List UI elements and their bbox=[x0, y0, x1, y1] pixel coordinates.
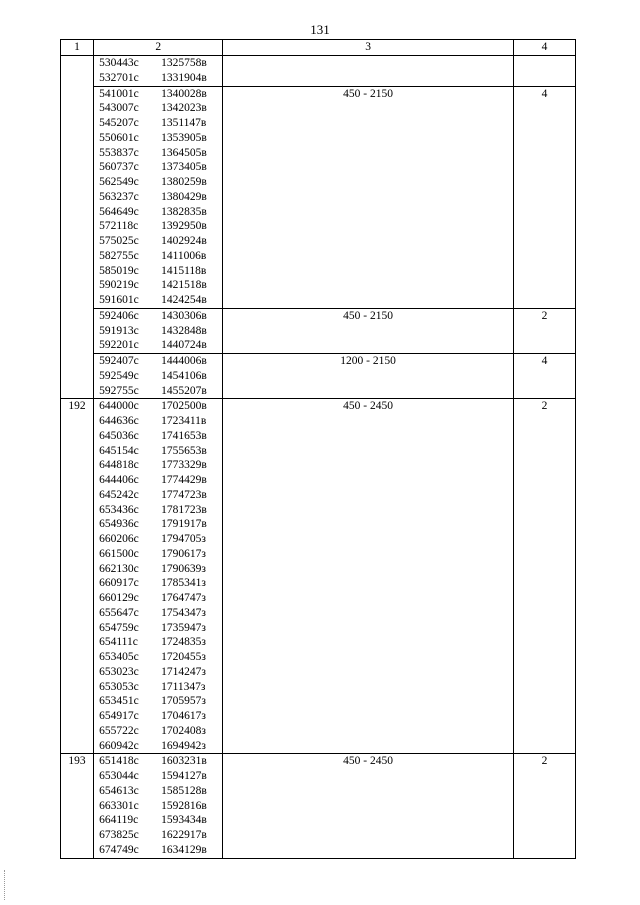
longitude-value: 1724835з bbox=[161, 636, 206, 649]
longitude-value: 1415118в bbox=[161, 264, 207, 277]
latitude-value: 592406с bbox=[99, 309, 139, 322]
latitude-value: 562549с bbox=[99, 176, 139, 188]
latitude-value: 654111с bbox=[99, 636, 138, 649]
latitude-value: 543007с bbox=[99, 102, 139, 115]
latitude-value: 664119с bbox=[99, 814, 139, 827]
longitude-value: 1430306в bbox=[161, 309, 207, 322]
longitude-value: 1392950в bbox=[161, 220, 207, 233]
coordinate-pair bbox=[99, 591, 222, 606]
longitude-value: 1594127в bbox=[161, 770, 207, 782]
object-number bbox=[61, 56, 94, 399]
latitude-value: 590219с bbox=[99, 279, 139, 292]
longitude-value: 1592816в bbox=[161, 799, 207, 812]
latitude-value: 654936с bbox=[99, 518, 139, 531]
table-row bbox=[61, 56, 576, 87]
coordinate-pair bbox=[99, 503, 222, 518]
coordinate-pair bbox=[99, 234, 222, 249]
coordinate-pair bbox=[99, 309, 222, 324]
depth-range: 450 - 2150 bbox=[223, 86, 514, 308]
coordinate-pair bbox=[99, 784, 222, 799]
longitude-value: 1735947з bbox=[161, 621, 206, 634]
longitude-value: 1790639з bbox=[161, 562, 206, 575]
longitude-value: 1791917в bbox=[161, 518, 207, 531]
coordinate-pair bbox=[99, 71, 222, 86]
latitude-value: 654917с bbox=[99, 710, 139, 722]
latitude-value: 553837с bbox=[99, 146, 139, 159]
depth-range: 450 - 2150 bbox=[223, 308, 514, 353]
latitude-value: 575025с bbox=[99, 235, 139, 247]
header-col-1: 1 bbox=[61, 40, 94, 56]
latitude-value: 563237с bbox=[99, 190, 139, 203]
table-body bbox=[61, 56, 576, 859]
coordinate-pair bbox=[99, 324, 222, 339]
longitude-value: 1634129в bbox=[161, 843, 207, 856]
count-value: 4 bbox=[513, 86, 575, 308]
longitude-value: 1603231в bbox=[161, 755, 207, 768]
latitude-value: 644818с bbox=[99, 459, 139, 472]
longitude-value: 1424254в bbox=[161, 294, 207, 306]
coordinate-pair bbox=[99, 190, 222, 205]
page-number: 131 bbox=[310, 22, 330, 37]
count-value: 2 bbox=[513, 399, 575, 754]
latitude-value: 645154с bbox=[99, 444, 139, 457]
coordinate-pair bbox=[99, 473, 222, 488]
coordinate-pair bbox=[99, 293, 222, 308]
count-value: 4 bbox=[513, 354, 575, 399]
coordinate-pair bbox=[99, 131, 222, 146]
longitude-value: 1421518в bbox=[161, 279, 207, 292]
latitude-value: 653405с bbox=[99, 651, 139, 663]
latitude-value: 653436с bbox=[99, 503, 139, 516]
coordinate-pair bbox=[99, 278, 222, 293]
longitude-value: 1785341з bbox=[161, 577, 206, 590]
latitude-value: 674749с bbox=[99, 843, 139, 856]
latitude-value: 655647с bbox=[99, 606, 139, 619]
latitude-value: 653053с bbox=[99, 680, 139, 693]
coordinates-cell bbox=[94, 754, 223, 858]
longitude-value: 1764747з bbox=[161, 592, 206, 604]
coordinate-pair bbox=[99, 205, 222, 220]
longitude-value: 1440724в bbox=[161, 339, 207, 352]
latitude-value: 550601с bbox=[99, 131, 139, 144]
coordinate-pair bbox=[99, 414, 222, 429]
longitude-value: 1720455з bbox=[161, 651, 206, 663]
latitude-value: 532701с bbox=[99, 71, 139, 84]
coordinate-pair bbox=[99, 488, 222, 503]
latitude-value: 644000с bbox=[99, 400, 139, 413]
latitude-value: 592549с bbox=[99, 369, 139, 382]
longitude-value: 1794705з bbox=[161, 533, 206, 545]
header-col-2: 2 bbox=[94, 40, 223, 56]
latitude-value: 644406с bbox=[99, 474, 139, 486]
longitude-value: 1790617з bbox=[161, 547, 206, 560]
latitude-value: 560737с bbox=[99, 161, 139, 174]
object-number: 192 bbox=[61, 399, 94, 754]
latitude-value: 653451с bbox=[99, 695, 139, 708]
longitude-value: 1340028в bbox=[161, 87, 207, 100]
longitude-value: 1373405в bbox=[161, 161, 207, 174]
longitude-value: 1593434в bbox=[161, 814, 207, 827]
table-row bbox=[61, 86, 576, 308]
latitude-value: 585019с bbox=[99, 264, 139, 277]
coordinate-pair bbox=[99, 547, 222, 562]
coordinate-pair bbox=[99, 219, 222, 234]
longitude-value: 1711347з bbox=[161, 680, 206, 693]
longitude-value: 1781723в bbox=[161, 503, 207, 516]
longitude-value: 1714247з bbox=[161, 665, 206, 678]
coordinate-pair bbox=[99, 739, 222, 754]
coordinate-pair bbox=[99, 635, 222, 650]
longitude-value: 1353905в bbox=[161, 131, 207, 144]
longitude-value: 1773329в bbox=[161, 459, 207, 472]
table-row bbox=[61, 354, 576, 399]
coordinates-cell bbox=[94, 56, 223, 87]
coordinate-pair bbox=[99, 606, 222, 621]
longitude-value: 1325758в bbox=[161, 57, 207, 69]
coordinate-pair bbox=[99, 724, 222, 739]
coordinate-pair bbox=[99, 576, 222, 591]
latitude-value: 545207с bbox=[99, 117, 139, 129]
coordinate-pair bbox=[99, 709, 222, 724]
latitude-value: 660917с bbox=[99, 577, 139, 590]
coordinate-pair bbox=[99, 843, 222, 858]
count-value: 2 bbox=[513, 308, 575, 353]
latitude-value: 564649с bbox=[99, 205, 139, 218]
latitude-value: 541001с bbox=[99, 87, 139, 100]
table-header bbox=[61, 40, 576, 56]
coordinate-pair bbox=[99, 264, 222, 279]
table-row bbox=[61, 754, 576, 858]
longitude-value: 1774723в bbox=[161, 488, 207, 501]
scan-edge-mark bbox=[4, 870, 6, 900]
latitude-value: 592201с bbox=[99, 339, 139, 352]
count-value: 2 bbox=[513, 754, 575, 858]
coordinate-pair bbox=[99, 680, 222, 695]
coordinate-pair bbox=[99, 517, 222, 532]
coordinate-pair bbox=[99, 754, 222, 769]
latitude-value: 651418с bbox=[99, 755, 139, 768]
table-row bbox=[61, 399, 576, 754]
latitude-value: 654613с bbox=[99, 784, 139, 797]
header-col-3: 3 bbox=[223, 40, 514, 56]
coordinate-pair bbox=[99, 101, 222, 116]
coordinate-pair bbox=[99, 116, 222, 131]
latitude-value: 645036с bbox=[99, 429, 139, 442]
longitude-value: 1741653в bbox=[161, 429, 207, 442]
coordinate-pair bbox=[99, 444, 222, 459]
longitude-value: 1702500в bbox=[161, 400, 207, 413]
latitude-value: 530443с bbox=[99, 57, 139, 69]
longitude-value: 1694942з bbox=[161, 739, 206, 752]
longitude-value: 1585128в bbox=[161, 784, 207, 797]
depth-range: 450 - 2450 bbox=[223, 399, 514, 754]
header-col-4: 4 bbox=[513, 40, 575, 56]
coordinates-table bbox=[60, 39, 576, 859]
longitude-value: 1411006в bbox=[161, 249, 207, 262]
coordinate-pair bbox=[99, 769, 222, 784]
longitude-value: 1380259в bbox=[161, 176, 207, 188]
depth-range: 1200 - 2150 bbox=[223, 354, 514, 399]
latitude-value: 591601с bbox=[99, 294, 139, 306]
coordinates-cell bbox=[94, 399, 223, 754]
coordinate-pair bbox=[99, 562, 222, 577]
coordinate-pair bbox=[99, 458, 222, 473]
latitude-value: 654759с bbox=[99, 621, 139, 634]
longitude-value: 1454106в bbox=[161, 369, 207, 382]
coordinate-pair bbox=[99, 694, 222, 709]
count-value bbox=[513, 56, 575, 87]
longitude-value: 1455207в bbox=[161, 384, 207, 397]
longitude-value: 1702408з bbox=[161, 724, 206, 737]
coordinate-pair bbox=[99, 665, 222, 680]
coordinate-pair bbox=[99, 621, 222, 636]
coordinate-pair bbox=[99, 354, 222, 369]
longitude-value: 1705957з bbox=[161, 695, 206, 708]
longitude-value: 1774429в bbox=[161, 474, 207, 486]
longitude-value: 1364505в bbox=[161, 146, 207, 159]
coordinate-pair bbox=[99, 369, 222, 384]
longitude-value: 1351147в bbox=[161, 117, 207, 129]
latitude-value: 653023с bbox=[99, 665, 139, 678]
coordinate-pair bbox=[99, 532, 222, 547]
depth-range bbox=[223, 56, 514, 87]
latitude-value: 673825с bbox=[99, 829, 139, 841]
longitude-value: 1754347з bbox=[161, 606, 206, 619]
object-number: 193 bbox=[61, 754, 94, 858]
coordinate-pair bbox=[99, 828, 222, 843]
longitude-value: 1342023в bbox=[161, 102, 207, 115]
coordinates-cell bbox=[94, 308, 223, 353]
coordinate-pair bbox=[99, 650, 222, 665]
longitude-value: 1331904в bbox=[161, 71, 207, 84]
coordinate-pair bbox=[99, 799, 222, 814]
latitude-value: 591913с bbox=[99, 324, 139, 337]
longitude-value: 1622917в bbox=[161, 829, 207, 841]
coordinate-pair bbox=[99, 160, 222, 175]
longitude-value: 1723411в bbox=[161, 415, 207, 427]
latitude-value: 582755с bbox=[99, 249, 139, 262]
coordinate-pair bbox=[99, 56, 222, 71]
depth-range: 450 - 2450 bbox=[223, 754, 514, 858]
longitude-value: 1704617з bbox=[161, 710, 206, 722]
latitude-value: 660129с bbox=[99, 592, 139, 604]
longitude-value: 1402924в bbox=[161, 235, 207, 247]
coordinate-pair bbox=[99, 175, 222, 190]
coordinate-pair bbox=[99, 384, 222, 399]
latitude-value: 660206с bbox=[99, 533, 139, 545]
latitude-value: 662130с bbox=[99, 562, 139, 575]
coordinate-pair bbox=[99, 813, 222, 828]
latitude-value: 644636с bbox=[99, 415, 139, 427]
latitude-value: 661500с bbox=[99, 547, 139, 560]
latitude-value: 592407с bbox=[99, 355, 139, 367]
table-row bbox=[61, 308, 576, 353]
coordinate-pair bbox=[99, 399, 222, 414]
coordinates-cell bbox=[94, 86, 223, 308]
coordinate-pair bbox=[99, 87, 222, 102]
longitude-value: 1382835в bbox=[161, 205, 207, 218]
latitude-value: 592755с bbox=[99, 384, 139, 397]
latitude-value: 655722с bbox=[99, 724, 139, 737]
latitude-value: 572118с bbox=[99, 220, 139, 233]
coordinate-pair bbox=[99, 338, 222, 353]
coordinates-cell bbox=[94, 354, 223, 399]
longitude-value: 1444006в bbox=[161, 355, 207, 367]
latitude-value: 645242с bbox=[99, 488, 139, 501]
longitude-value: 1380429в bbox=[161, 190, 207, 203]
coordinate-pair bbox=[99, 146, 222, 161]
longitude-value: 1755653в bbox=[161, 444, 207, 457]
coordinate-pair bbox=[99, 249, 222, 264]
latitude-value: 653044с bbox=[99, 770, 139, 782]
coordinate-pair bbox=[99, 429, 222, 444]
longitude-value: 1432848в bbox=[161, 324, 207, 337]
latitude-value: 663301с bbox=[99, 799, 139, 812]
latitude-value: 660942с bbox=[99, 739, 139, 752]
